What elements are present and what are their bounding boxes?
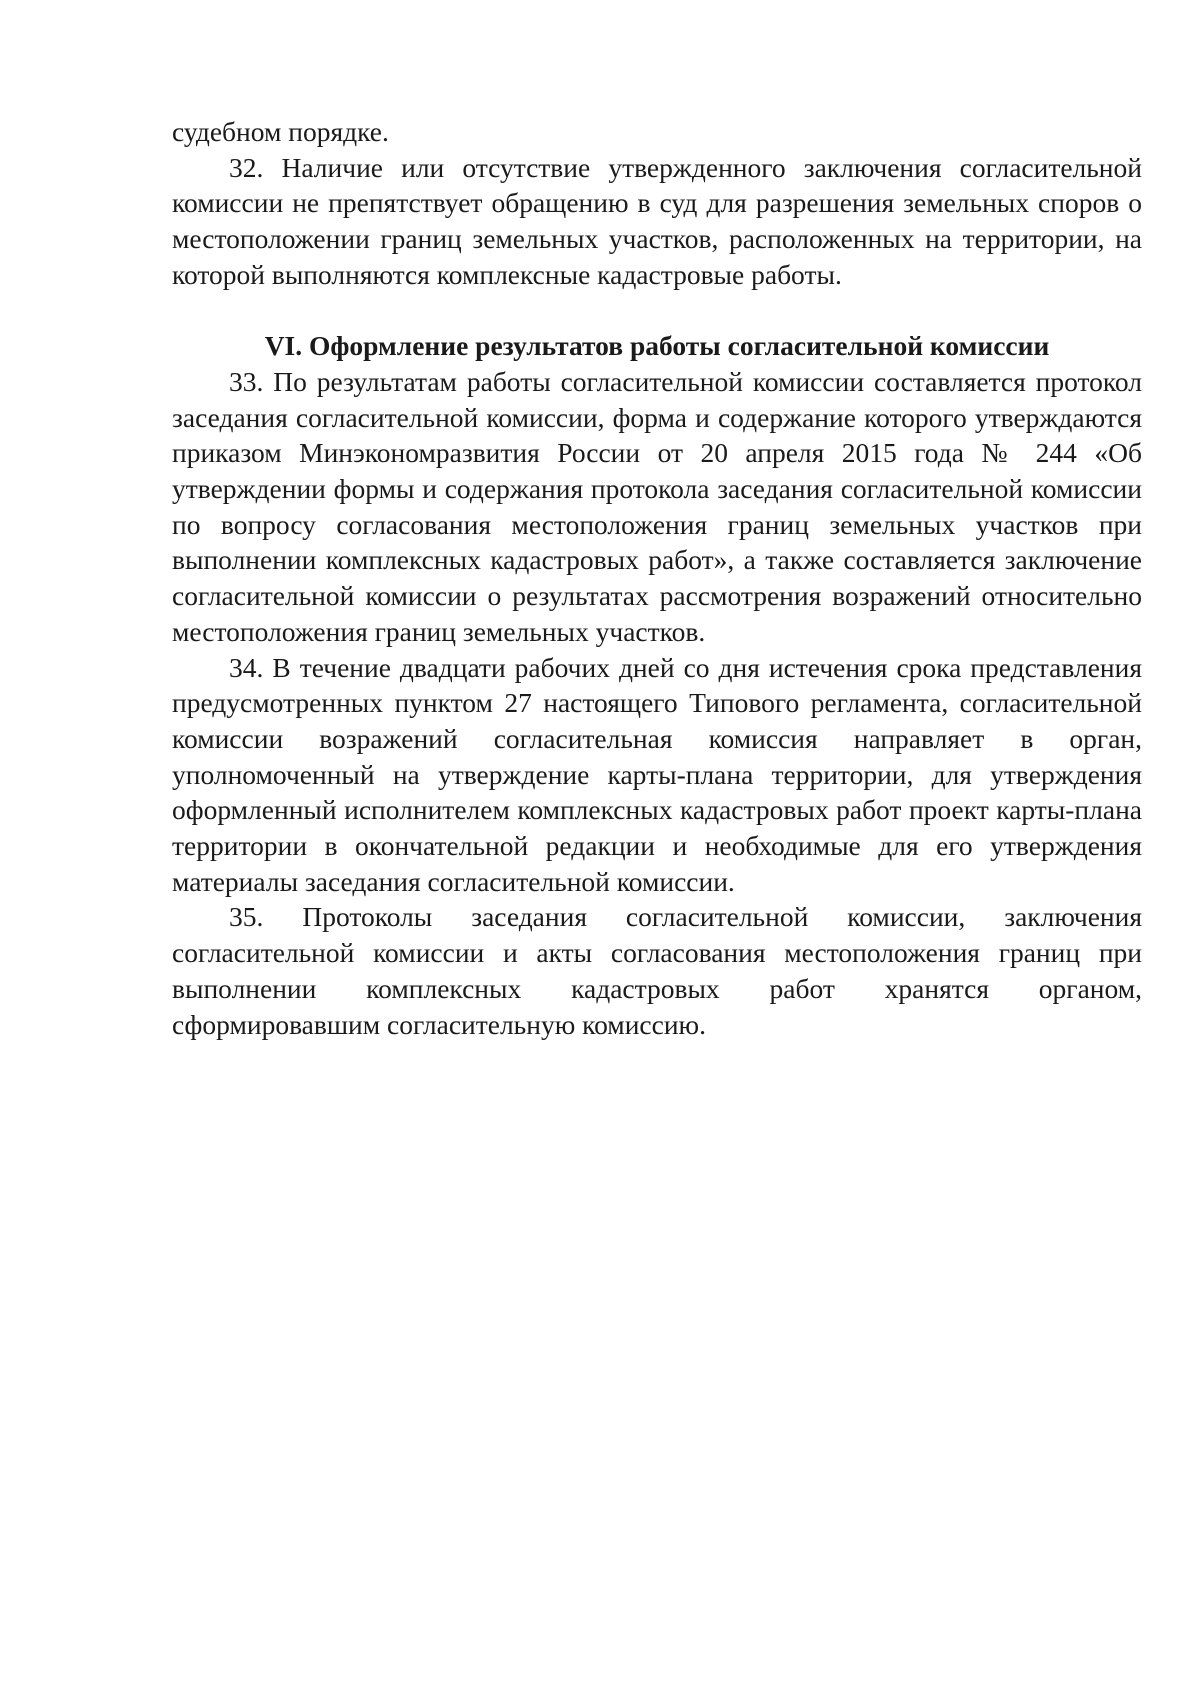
paragraph-33: 33. По результатам работы согласительной комиссии составляется протокол заседания согласительной комиссии, форма и содержание которого утверждаются приказом Минэкономразвития России от 20 апреля 2015 года № 244 «Об утверждении формы и содержания протокола заседания согласительной комиссии по вопросу согласования местоположения границ земельных участков при выполнении комплексных кадастровых работ», а также составляется заключение согласительной комиссии о результатах рассмотрения возражений относительно местоположения границ земельных участков. <box>172 365 1142 647</box>
paragraph-34: 34. В течение двадцати рабочих дней со дня истечения срока представления предусмотренных пунктом 27 настоящего Типового регламента, согласительной комиссии возражений согласительная комиссия направляет в орган, уполномоченный на утверждение карты-плана территории, для утверждения оформленный исполнителем комплексных кадастровых работ проект карты-плана территории в окончательной редакции и необходимые для его утверждения материалы заседания согласительной комиссии. <box>172 651 1142 897</box>
section-heading: VI. Оформление результатов работы согласительной комиссии <box>264 330 1050 362</box>
paragraph-35: 35. Протоколы заседания согласительной комиссии, заключения согласительной комиссии и акты согласования местоположения границ при выполнении комплексных кадастровых работ хранятся органом, сформировавшим согласительную комиссию. <box>172 901 1142 1040</box>
document-body <box>172 114 1142 1042</box>
paragraph-32: 32. Наличие или отсутствие утвержденного заключения согласительной комиссии не препятствует обращению в суд для разрешения земельных споров о местоположении границ земельных участков, расположенных на территории, на которой выполняются комплексные кадастровые работы. <box>172 151 1142 290</box>
paragraph-continuation: судебном порядке. <box>172 116 389 147</box>
